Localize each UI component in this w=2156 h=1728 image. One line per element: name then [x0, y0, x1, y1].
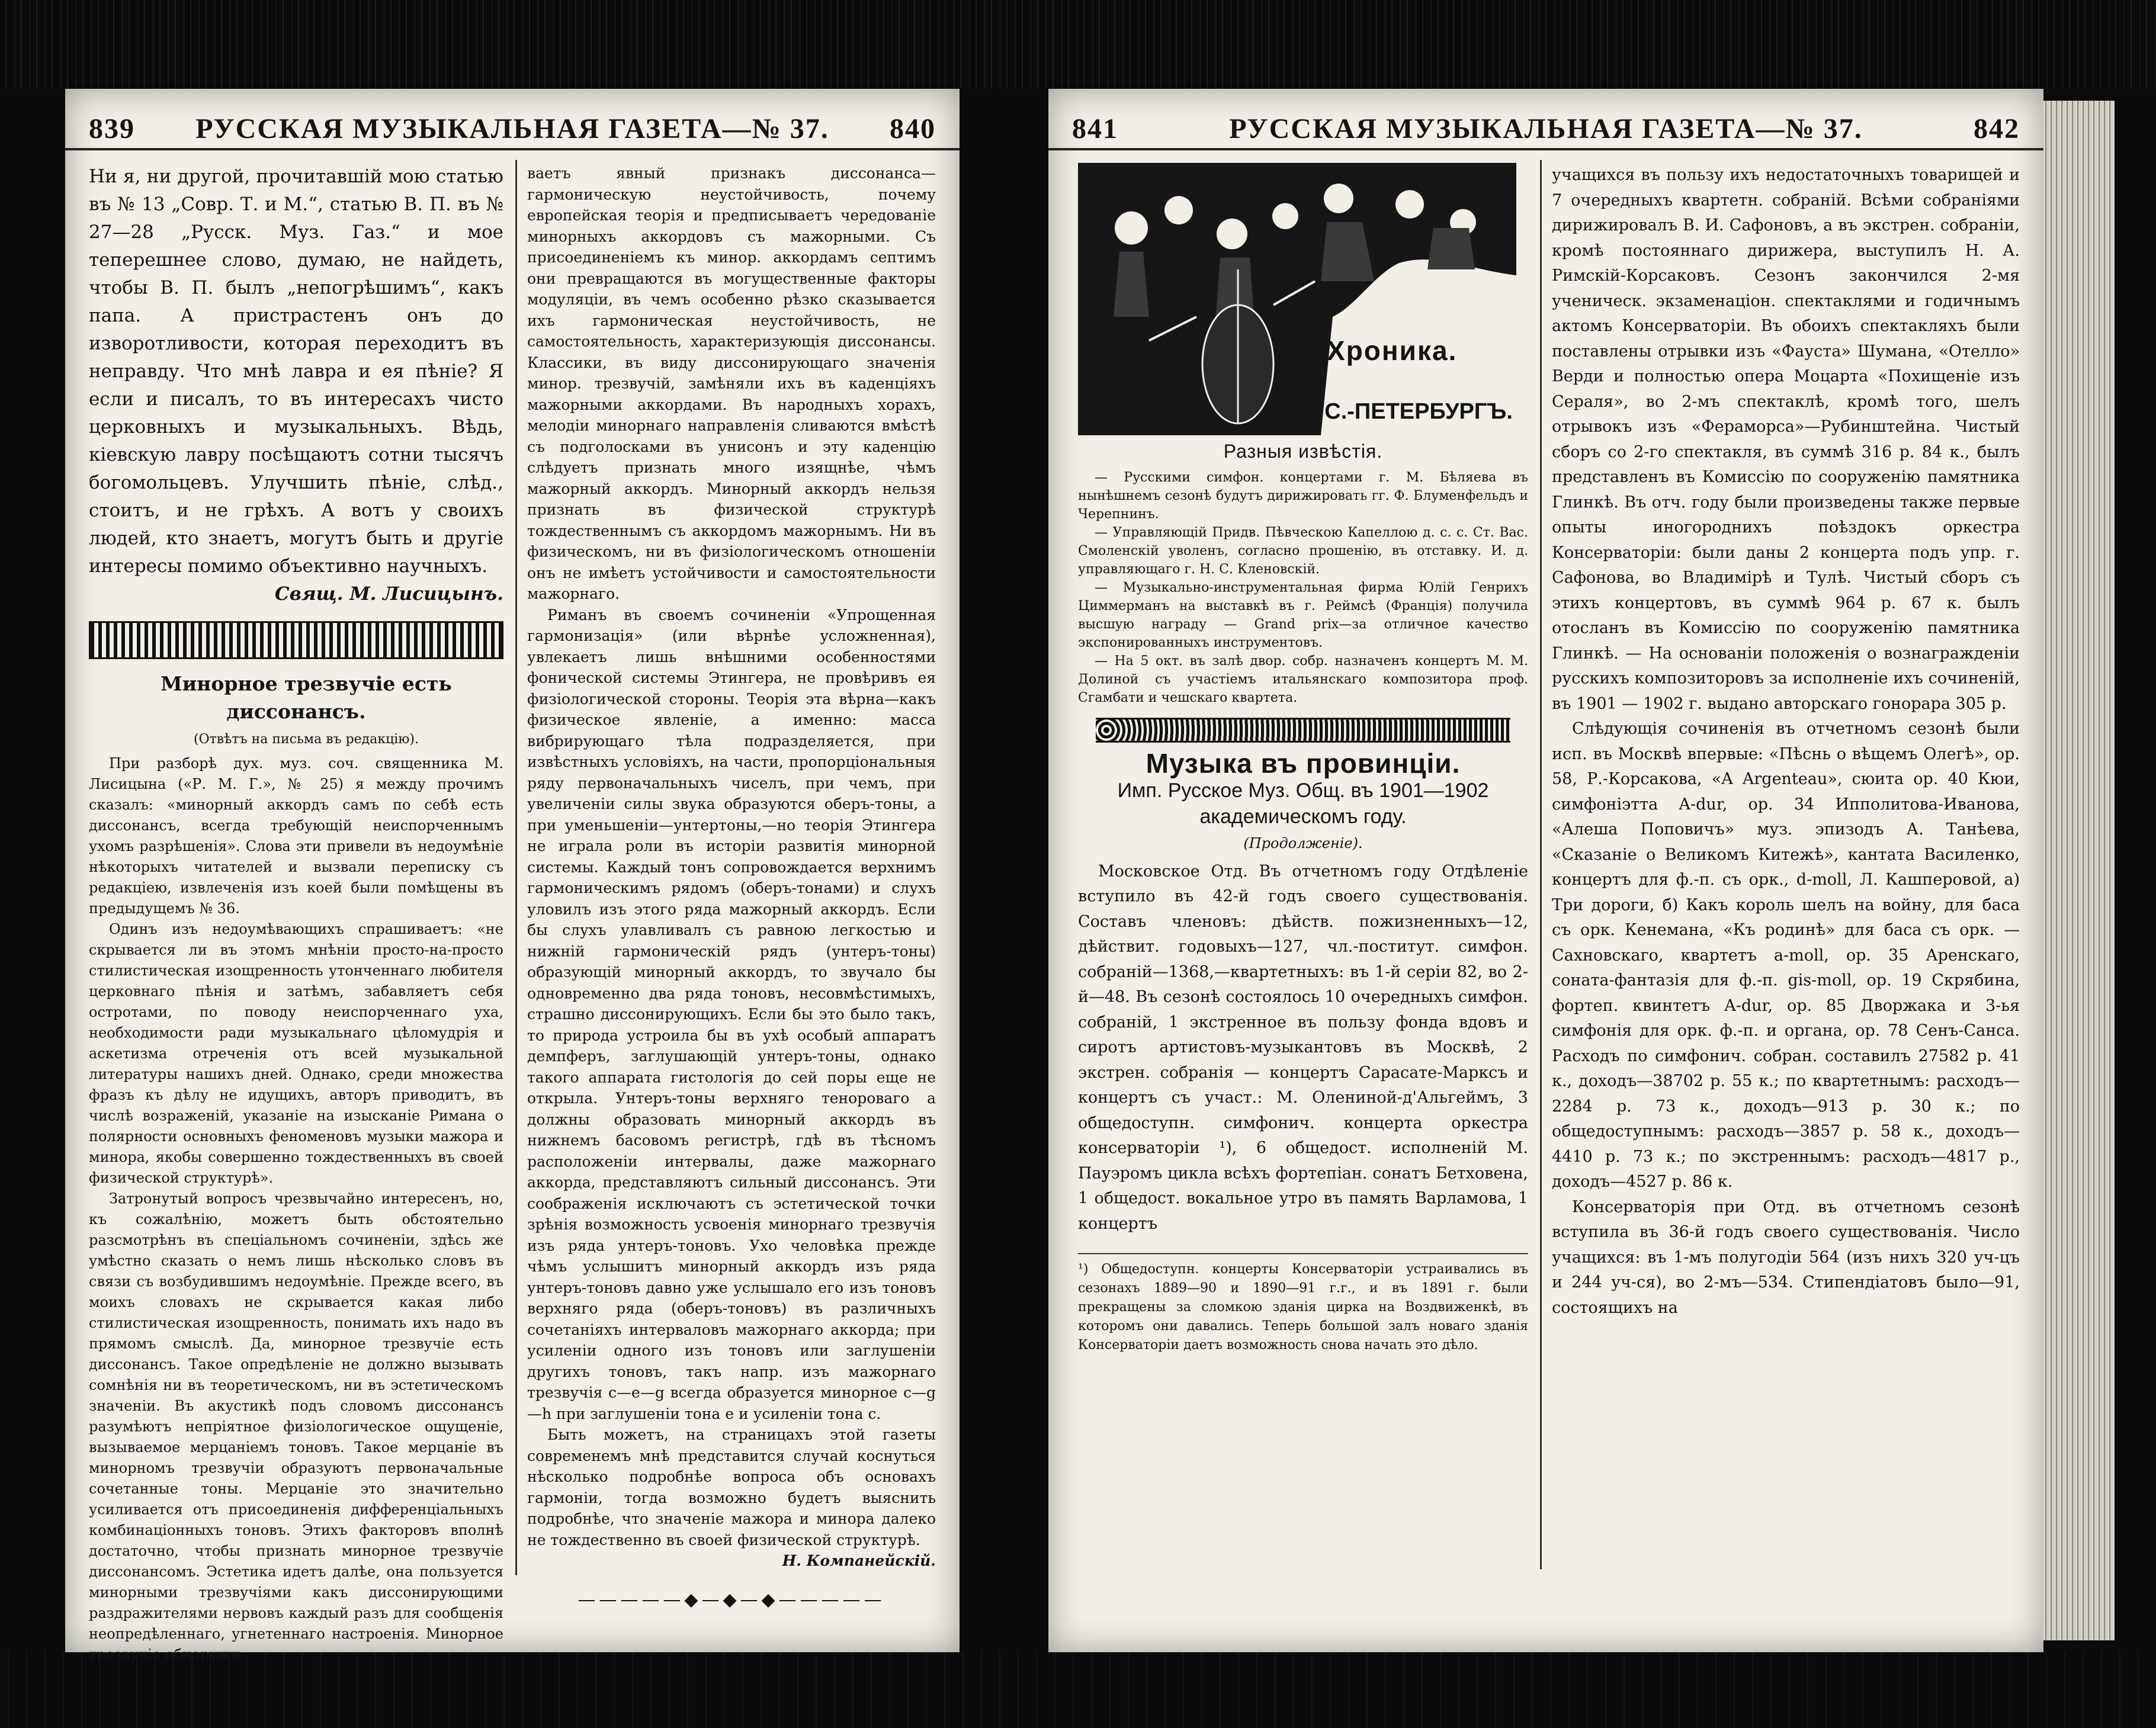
footnote: ¹) Общедоступн. концерты Консерваторіи устраивались въ сезонахъ 1889—90 и 1890—91 г.г., и въ 1891 г. были прекращены за сломкою зданія цирка на Воздвиженкѣ, въ которомъ они давались. Теперь большой залъ новаго зданія Консерваторіи даетъ возможность снова начать это дѣло.: [1078, 1253, 1528, 1355]
article-paragraph: Слѣдующія сочиненія въ отчетномъ сезонѣ были исп. въ Москвѣ впервые: «Пѣснь о вѣщемъ Олегѣ», ор. 58, Р.-Корсакова, «A Argenteau», сюита ор. 40 Кюи, симфоніэтта A-dur, ор. 34 Ипполитова-Иванова, «Алеша Поповичъ» муз. эпизодъ А. Танѣева, «Сказаніе о Великомъ Китежѣ», кантата Василенко, концертъ для ф.-п. съ орк., d-moll, Л. Кашперовой, а) Три дороги, б) Какъ король шелъ на войну, для баса съ орк. Кенемана, «Къ родинѣ» для баса съ орк. — Сахновскаго, квартетъ a-moll, ор. 35 Аренскаго, соната-фантазія для ф.-п. gis-moll, ор. 19 Скрябина, фортеп. квинтетъ A-dur, ор. 85 Дворжака и 3-ья симфонія для орк. ф.-п. и органа, ор. 78 Сенъ-Санса. Расходъ по симфонич. собран. составилъ 27582 р. 41 к., доходъ—38702 р. 55 к.; по квартетнымъ: расходъ—2284 р. 73 к., доходъ—913 р. 30 к.; по общедоступнымъ: расходъ—3857 р. 58 к., доходъ—4410 р. 73 к.; по экстреннымъ: расходъ—4817 р., доходъ—4527 р. 86 к.: [1552, 720, 2020, 1191]
column-rule-left: [515, 160, 517, 1575]
article-paragraph: Риманъ въ своемъ сочиненіи «Упрощенная гармонизація» (или вѣрнѣе усложненная), увлекаетъ лишь внѣшними особенностями фонической системы Этингера, не провѣривъ ея физіологической стороны. Теорія эта вѣрна—какъ физическое явленіе, а именно: масса вибрирующаго тѣла подразделяется, при извѣстныхъ условіяхъ, на части, пропорціональныя ряду первоначальныхъ чиселъ, при чемъ, при увеличеніи силы звука образуются оберъ-тоны, а при уменьшеніи—унтертоны,—но теорія Этингера не играла роли въ исторіи развитія минорной системы. Каждый тонъ сопровождается верхнимъ гармоническимъ рядомъ (оберъ-тонами) и слухъ уловилъ изъ этого ряда мажорный аккордъ. Если бы слухъ улавливалъ съ равною легкостью и нижній гармоническій рядъ (унтеръ-тоны) образующій минорный аккордъ, то звучало бы одновременно два ряда тоновъ, несовмѣстимыхъ, страшно диссонирующихъ. Если бы это было такъ, то природа устроила бы въ ухѣ особый аппаратъ демпферъ, заглушающій унтеръ-тоны, однако такого аппарата гистологія до сей поры еще не открыла. Унтеръ-тоны верхняго теноровaго a должны образовать минорный аккордъ въ нижнемъ басовомъ регистрѣ, гдѣ въ тѣсномъ расположеніи интервалы, даже мажорнаго аккорда, представляютъ сильный диссонансъ. Эти соображенія исключаютъ съ эстетической точки зрѣнія возможность усвоенія минорнаго трезвучія изъ ряда унтеръ-тоновъ. Ухо человѣка прежде чѣмъ услышитъ минорный аккордъ изъ ряда унтеръ-тоновъ давно уже услышало его изъ тоновъ верхняго ряда (оберъ-тоновъ) въ различныхъ сочетаніяхъ интерваловъ мажорнаго аккорда; при усиленіи одного изъ тоновъ или заглушеніи другихъ тоновъ, такъ напр. изъ мажорнаго трезвучія c—e—g всегда образуется минорное c—g—h при заглушеніи тона e и усиленіи тона c.: [527, 606, 936, 1422]
article-paragraph: ваетъ явный признакъ диссонанса—гармоническую неустойчивость, почему европейская теорія и предписываетъ чередованіе минорныхъ аккордовъ съ мажорными. Съ присоединеніемъ къ минор. аккордамъ септимъ они превращаются въ могущественные факторы модуляціи, въ чемъ особенно рѣзко сказывается ихъ гармоническая неустойчивость, не самостоятельность, характеризующія диссонансы. Классики, въ виду диссонирующаго значенія минор. трезвучій, замѣняли ихъ въ каденціяхъ мажорными аккордами. Въ народныхъ хорахъ, мелодіи минорнаго направленія сливаются вмѣстѣ съ подголосками въ унисонъ и эту каденцію слѣдуетъ признать много изящнѣе, чѣмъ мажорный аккордъ. Минорный аккордъ нельзя признать въ физической структурѣ тождественнымъ съ аккордомъ мажорнымъ. Ни въ физическомъ, ни въ физіологическомъ отношеніи онъ не имѣетъ устойчивости и самостоятельности мажорнаго.: [527, 165, 936, 602]
chronicle-city: С.-ПЕТЕРБУРГЪ.: [1324, 399, 1513, 424]
book-page-edges: [2043, 101, 2115, 1640]
article-subtitle: (Отвѣтъ на письма въ редакцію).: [193, 732, 419, 747]
article-paragraph: Быть можетъ, на страницахъ этой газеты современемъ мнѣ представится случай коснуться нѣсколько подробнѣе вопроса объ основахъ гармоніи, тогда возможно будетъ выяснить подробнѣе, что значеніе мажора и минора далеко не тождественно въ своей физической структурѣ.: [527, 1426, 936, 1549]
article-signature: Н. Компанейскій.: [782, 1552, 936, 1569]
article-paragraph: Консерваторія при Отд. въ отчетномъ сезонѣ вступила въ 36-й годъ своего существованія. Число учащихся: въ 1-мъ полугодіи 564 (изъ нихъ 320 уч-цъ и 244 уч-ся), во 2-мъ—534. Стипендіатовъ было—91, состоящихъ на: [1552, 1197, 2020, 1317]
scan-top-border: [0, 0, 2156, 89]
news-list: [1078, 468, 1528, 707]
article-title: Минорное трезвучіе есть диссонансъ.: [161, 672, 452, 723]
chronicle-illustration: [1078, 163, 1516, 435]
page-number-839: 839: [89, 113, 135, 144]
article-paragraph: учащихся въ пользу ихъ недостаточныхъ товарищей и 7 очередныхъ квартетн. собраній. Всѣми собраніями дирижировалъ В. И. Сафоновъ, а въ экстрен. собраніи, кромѣ постояннаго дирижера, выступилъ Н. А. Римскій-Корсаковъ. Сезонъ закончился 2-мя ученическ. экзаменаціон. спектаклями и годичнымъ актомъ Консерваторіи. Въ обоихъ спектакляхъ были поставлены отрывки изъ «Фауста» Шумана, «Отелло» Верди и полностью опера Моцарта «Похищеніе изъ Сераля», во 2-мъ спектаклѣ, кромѣ того, шелъ отрывокъ изъ «Фераморса»—Рубинштейна. Чистый сборъ со 2-го спектакля, въ суммѣ 316 р. 84 к., былъ представленъ въ Комиссію по сооруженію памятника Глинкѣ. Въ отч. году были произведены также первые опыты иногороднихъ поѣздокъ оркестра Консерваторіи: были даны 2 концерта подъ упр. г. Сафонова, во Владимірѣ и Тулѣ. Чистый сборъ съ этихъ концертовъ, въ суммѣ 964 р. 67 к. былъ отосланъ въ Комиссію по сооруженію памятника Глинкѣ. — На основаніи положенія о вознагражденіи русскихъ композиторовъ за исполненіе ихъ сочиненій, въ 1901 — 1902 г. выдано авторскаго гонорара 305 р.: [1552, 166, 2020, 713]
end-ornament: —————◆—◆—◆—————: [578, 1589, 886, 1610]
article-paragraph: При разборѣ дух. муз. соч. священника М. Лисицына («Р. М. Г.», № 25) я между прочимъ сказалъ: «минорный аккордъ самъ по себѣ есть диссонансъ, всегда требующій неиспорченнымъ ухомъ разрѣшенія». Слова эти привели въ недоумѣніе нѣкоторыхъ читателей и вызвали переписку съ редакціею, извлеченія изъ коей были помѣщены въ предыдущемъ № 36.: [89, 755, 503, 917]
letter-signature: Свящ. М. Лисицынъ.: [274, 583, 503, 605]
page-number-841: 841: [1072, 113, 1118, 144]
chronicle-title: Хроника.: [1327, 335, 1458, 366]
right-page-header: [1048, 113, 2043, 150]
news-item: — На 5 окт. въ залѣ двор. собр. назначенъ концертъ М. М. Долиной съ участіемъ итальянскаго композитора проф. Сгамбати и чешскаго квартета.: [1078, 653, 1528, 705]
music-subtitle: Имп. Русское Муз. Общ. въ 1901—1902 академическомъ году.: [1117, 779, 1489, 828]
left-page-header: [65, 113, 960, 150]
continued-note: (Продолженіе).: [1243, 835, 1363, 852]
right-column-2: [1552, 163, 2020, 1321]
newspaper-title-right: РУССКАЯ МУЗЫКАЛЬНАЯ ГАЗЕТА—№ 37.: [1229, 113, 1863, 144]
page-number-842: 842: [1974, 113, 2020, 144]
ornamental-divider: [1096, 718, 1510, 743]
news-heading: Разныя извѣстія.: [1223, 441, 1383, 462]
ornamental-divider: [89, 621, 503, 659]
left-column-1: [89, 163, 503, 1665]
orchestra-engraving: [1078, 163, 1516, 435]
news-item: — Управляющій Придв. Пѣвческою Капеллою д. с. с. Ст. Вас. Смоленскій уволенъ, согласно прошенію, въ отставку. И. д. управляющаго г. Н. С. Кленовскій.: [1078, 525, 1528, 577]
article-paragraph: Затронутый вопросъ чрезвычайно интересенъ, но, къ сожалѣнію, можетъ быть обстоятельно разсмотрѣнъ въ спеціальномъ сочиненіи, здѣсь же умѣстно сказать о немъ лишь нѣсколько словъ въ связи съ возбудившимъ недоумѣніе. Прежде всего, въ моихъ словахъ не скрывается какая либо стилистическая изощренность, понимать ихъ надо въ прямомъ смыслѣ. Да, минорное трезвучіе есть диссонансъ. Такое опредѣленіе не должно вызывать сомнѣнія ни въ теоретическомъ, ни въ эстетическомъ значеніи. Въ акустикѣ подъ словомъ диссонансъ разумѣютъ непріятное физіологическое ощущеніе, вызываемое мерцаніемъ тоновъ. Такое мерцаніе въ минорномъ трезвучіи образуютъ первоначальные сочетанные тоны. Мерцаніе это значительно усиливается отъ присоединенія дифференціальныхъ комбинаціонныхъ тоновъ. Этихъ факторовъ вполнѣ достаточно, чтобы признать минорное трезвучіе диссонансомъ. Эстетика идетъ далѣе, она пользуется минорными трезвучіями какъ диссонирующими раздражителями нервовъ каждый разъ для сообщенія неопредѣленнаго, угнетеннаго настроенія. Минорное трезвучіе обнаружи-: [89, 1190, 503, 1663]
page-number-840: 840: [890, 113, 936, 144]
column-rule-right: [1540, 160, 1542, 1569]
right-page: [1048, 89, 2043, 1652]
news-item: — Русскими симфон. концертами г. М. Бѣляева въ нынѣшнемъ сезонѣ будутъ дирижировать гг. Ф. Блуменфельдъ и Черепнинъ.: [1078, 470, 1528, 522]
letter-text: Ни я, ни другой, прочитавшій мою статью въ № 13 „Совр. Т. и М.“, статью В. П. въ № 27—28 „Русск. Муз. Газ.“ и мое теперешнее слово, думаю, не найдеть, чтобы В. П. былъ „непогрѣшимъ“, какъ папа. А пристрастенъ онъ до изворотливости, которая переходитъ въ неправду. Что мнѣ лавра и ея пѣніе? Я если и писалъ, то въ интересахъ чисто церковныхъ и музыкальныхъ. Вѣдь, кіевскую лавру посѣщаютъ сотни тысячъ богомольцевъ. Улучшить пѣніе, слѣд., стоитъ, и не грѣхъ. А вотъ у своихъ людей, кто знаетъ, могутъ быть и другіе интересы помимо объективно научныхъ.: [89, 166, 503, 577]
left-page: [65, 89, 960, 1663]
news-item: — Музыкально-инструментальная фирма Юлій Генрихъ Циммерманъ на выставкѣ въ г. Реймсѣ (Франція) получила высшую награду — Grand prix—за отличное качество экспонированныхъ инструментовъ.: [1078, 580, 1528, 650]
left-column-2: [527, 163, 936, 1610]
article-paragraph: Одинъ изъ недоумѣвающихъ спрашиваетъ: «не скрывается ли въ этомъ мнѣніи просто-на-просто стилистическая изощренность утонченнаго любителя церковнаго пѣнія и затѣмъ, забавляетъ себя остротами, по поводу неиспорченнаго уха, необходимости ради музыкальнаго цѣломудрія и аскетизма отреченія отъ всей музыкальной литературы нашихъ дней. Однако, среди множества фразъ къ дѣлу не идущихъ, авторъ приводитъ, въ числѣ возраженій, указаніе на изысканіе Римана о полярности основныхъ феноменовъ музыки мажора и минора, якобы совершенно тождественныхъ въ своей физической структурѣ».: [89, 921, 503, 1186]
newspaper-title-left: РУССКАЯ МУЗЫКАЛЬНАЯ ГАЗЕТА—№ 37.: [195, 113, 829, 144]
music-title: Музыка въ провинціи.: [1146, 747, 1461, 779]
article-paragraph: Московское Отд. Въ отчетномъ году Отдѣленіе вступило въ 42-й годъ своего существованія. Составъ членовъ: дѣйств. пожизненныхъ—12, дѣйствит. годовыхъ—127, чл.-поститут. симфон. собраній—1368,—квартетныхъ: въ 1-й серіи 82, во 2-й—48. Въ сезонѣ состоялось 10 очередныхъ симфон. собраній, 1 экстренное въ пользу фонда вдовъ и сиротъ артистовъ-музыкантовъ въ Москвѣ, 2 экстрен. собранія — концертъ Сарасате-Марксъ и концертъ съ участ.: М. Олениной-д'Альгеймъ, 3 общедоступн. симфонич. концерта оркестра консерваторіи ¹), 6 общедост. исполненій М. Пауэромъ цикла всѣхъ фортепіан. сонатъ Бетховена, 1 общедост. вокальное утро въ память Варламова, 1 концертъ: [1078, 862, 1528, 1233]
right-column-1: [1078, 163, 1528, 1355]
